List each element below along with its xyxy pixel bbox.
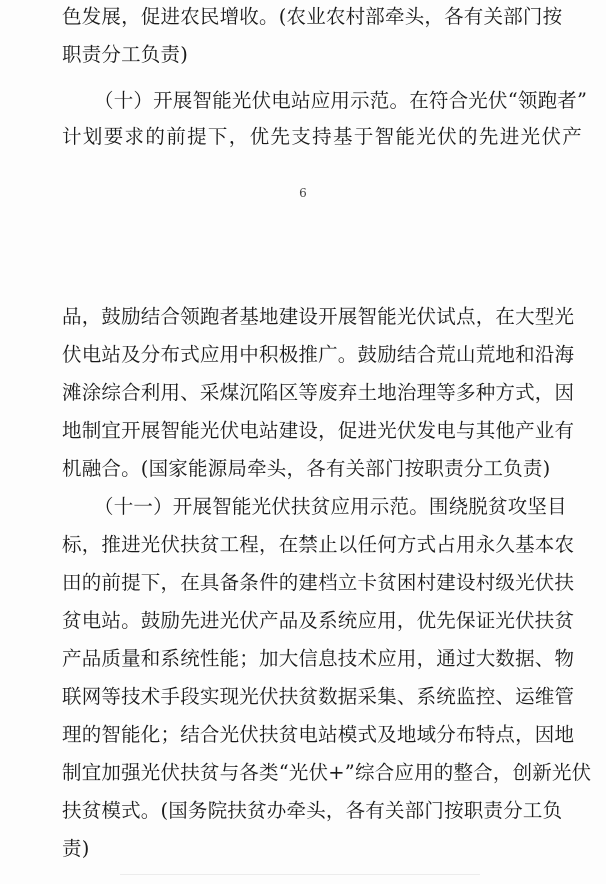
paragraph-line: 计划要求的前提下，优先支持基于智能光伏的先进光伏产	[62, 125, 582, 148]
paragraph-line: 地制宜开展智能光伏电站建设，促进光伏发电与其他产业有	[62, 419, 575, 442]
paragraph-line: 责)	[62, 837, 90, 860]
paragraph-line: 田的前提下，在具备条件的建档立卡贫困村建设村级光伏扶	[62, 571, 575, 594]
paragraph-line: 理的智能化；结合光伏扶贫电站模式及地域分布特点，因地	[62, 723, 575, 746]
paragraph-line: 制宜加强光伏扶贫与各类“光伏+”综合应用的整合，创新光伏	[62, 761, 592, 784]
paragraph-line: 滩涂综合利用、采煤沉陷区等废弃土地治理等多种方式，因	[62, 381, 575, 404]
paragraph-line: 品，鼓励结合领跑者基地建设开展智能光伏试点，在大型光	[62, 305, 575, 328]
paragraph-line: 机融合。(国家能源局牵头，各有关部门按职责分工负责)	[62, 457, 551, 480]
paragraph-line: 产品质量和系统性能；加大信息技术应用，通过大数据、物	[62, 647, 575, 670]
paragraph-line: 标，推进光伏扶贫工程，在禁止以任何方式占用永久基本农	[62, 533, 575, 556]
paragraph-line: 扶贫模式。(国务院扶贫办牵头，各有关部门按职责分工负	[62, 799, 563, 822]
paragraph-line: 贫电站。鼓励先进光伏产品及系统应用，优先保证光伏扶贫	[62, 609, 575, 632]
page-bottom-edge	[120, 874, 480, 883]
paragraph-line: 职责分工负责)	[62, 43, 189, 66]
paragraph-line-indent: （十一）开展智能光伏扶贫应用示范。围绕脱贫攻坚目	[94, 495, 567, 518]
page-break	[0, 214, 606, 294]
paragraph-line: 伏电站及分布式应用中积极推广。鼓励结合荒山荒地和沿海	[62, 343, 575, 366]
paragraph-line: 色发展，促进农民增收。(农业农村部牵头，各有关部门按	[62, 5, 563, 28]
paragraph-line: 联网等技术手段实现光伏扶贫数据采集、系统监控、运维管	[62, 685, 575, 708]
paragraph-line-indent: （十）开展智能光伏电站应用示范。在符合光伏“领跑者”	[94, 89, 588, 112]
page-number: 6	[299, 186, 307, 200]
